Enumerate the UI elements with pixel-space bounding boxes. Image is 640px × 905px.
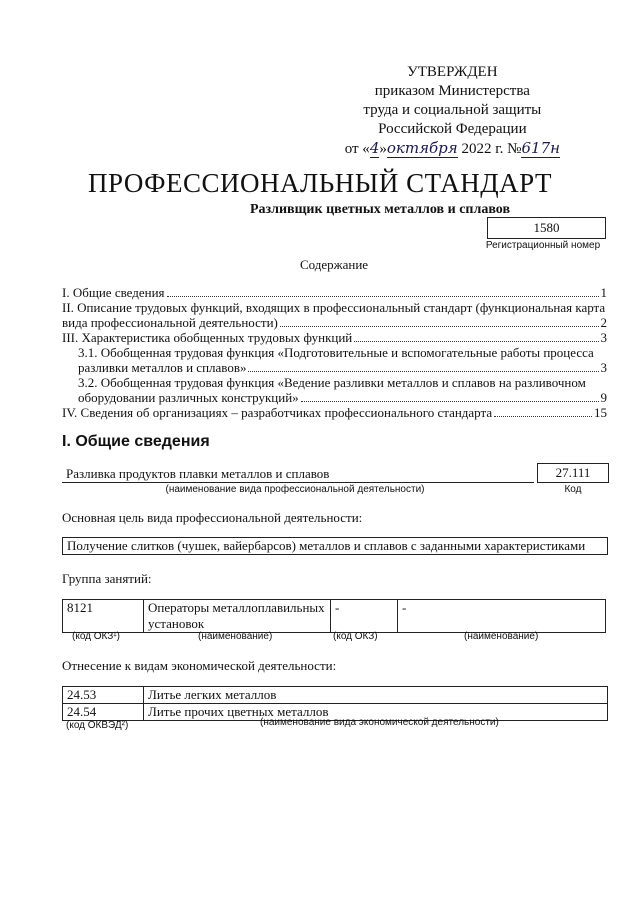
okz-name: Операторы металлоплавильных установок bbox=[144, 600, 331, 633]
approval-day: 4 bbox=[369, 139, 380, 157]
page-title: ПРОФЕССИОНАЛЬНЫЙ СТАНДАРТ bbox=[87, 168, 553, 198]
group-label: Группа занятий: bbox=[62, 571, 152, 586]
okved-code: 24.54 bbox=[63, 704, 144, 721]
approval-line4: Российской Федерации bbox=[378, 121, 527, 137]
goal-value: Получение слитков (чушек, вайербарсов) металлов и сплавов с заданными характеристиками bbox=[62, 537, 608, 555]
toc-item: I. Общие сведения 1 bbox=[62, 285, 607, 300]
registration-number: 1580 bbox=[487, 217, 606, 239]
okved-name: Литье легких металлов bbox=[144, 687, 608, 704]
approval-date: от «4»октября 2022 г. №617н bbox=[344, 139, 560, 157]
toc-item: III. Характеристика обобщенных трудовых функций 3 bbox=[62, 330, 607, 345]
section-heading: I. Общие сведения bbox=[62, 433, 210, 450]
table-row bbox=[63, 687, 608, 704]
okved-caption-1: (код ОКВЭД²) bbox=[66, 720, 129, 731]
okved-label: Отнесение к видам экономической деятельности: bbox=[62, 658, 337, 673]
toc-heading: Содержание bbox=[299, 257, 369, 272]
approval-line2: приказом Министерства bbox=[374, 83, 530, 99]
toc-item: II. Описание трудовых функций, входящих в профессиональный стандарт (функциональная карта вида профессиональной деятельности) 2 bbox=[62, 300, 607, 330]
occupation-group-table bbox=[62, 599, 606, 633]
okved-caption-2: (наименование вида экономической деятельности) bbox=[260, 717, 499, 728]
group-caption-4: (наименование) bbox=[464, 631, 539, 642]
approval-line3: труда и социальной защиты bbox=[363, 102, 542, 118]
group-caption-3: (код ОКЗ) bbox=[333, 631, 378, 642]
toc-item: 3.1. Обобщенная трудовая функция «Подготовительные и вспомогательные работы процесса разливки металлов и сплавов» 3 bbox=[78, 345, 607, 375]
approval-order-number: 617н bbox=[521, 139, 560, 157]
table-of-contents bbox=[62, 285, 607, 420]
group-caption-2: (наименование) bbox=[198, 631, 273, 642]
registration-label: Регистрационный номер bbox=[485, 240, 601, 251]
page-subtitle: Разливщик цветных металлов и сплавов bbox=[249, 202, 510, 217]
approval-block bbox=[345, 63, 560, 159]
toc-item: IV. Сведения об организациях – разработчиках профессионального стандарта 15 bbox=[62, 405, 607, 420]
okz-code-2: - bbox=[331, 600, 398, 633]
activity-code: 27.111 bbox=[537, 463, 609, 483]
approval-month: октября bbox=[386, 139, 458, 157]
okz-code: 8121 bbox=[63, 600, 144, 633]
okved-table bbox=[62, 686, 608, 721]
goal-label: Основная цель вида профессиональной деятельности: bbox=[62, 510, 363, 525]
group-caption-1: (код ОКЗ¹) bbox=[72, 631, 120, 642]
okved-name: Литье прочих цветных металлов bbox=[144, 704, 608, 721]
approval-line1: УТВЕРЖДЕН bbox=[407, 64, 498, 80]
activity-name: Разливка продуктов плавки металлов и сплавов bbox=[62, 466, 534, 483]
okved-code: 24.53 bbox=[63, 687, 144, 704]
toc-item: 3.2. Обобщенная трудовая функция «Ведение разливки металлов и сплавов на разливочном оборудовании различных конструкций» 9 bbox=[78, 375, 607, 405]
okz-name-2: - bbox=[398, 600, 606, 633]
activity-code-caption: Код bbox=[564, 484, 582, 495]
table-row bbox=[63, 600, 606, 633]
activity-name-caption: (наименование вида профессиональной деятельности) bbox=[165, 484, 425, 495]
